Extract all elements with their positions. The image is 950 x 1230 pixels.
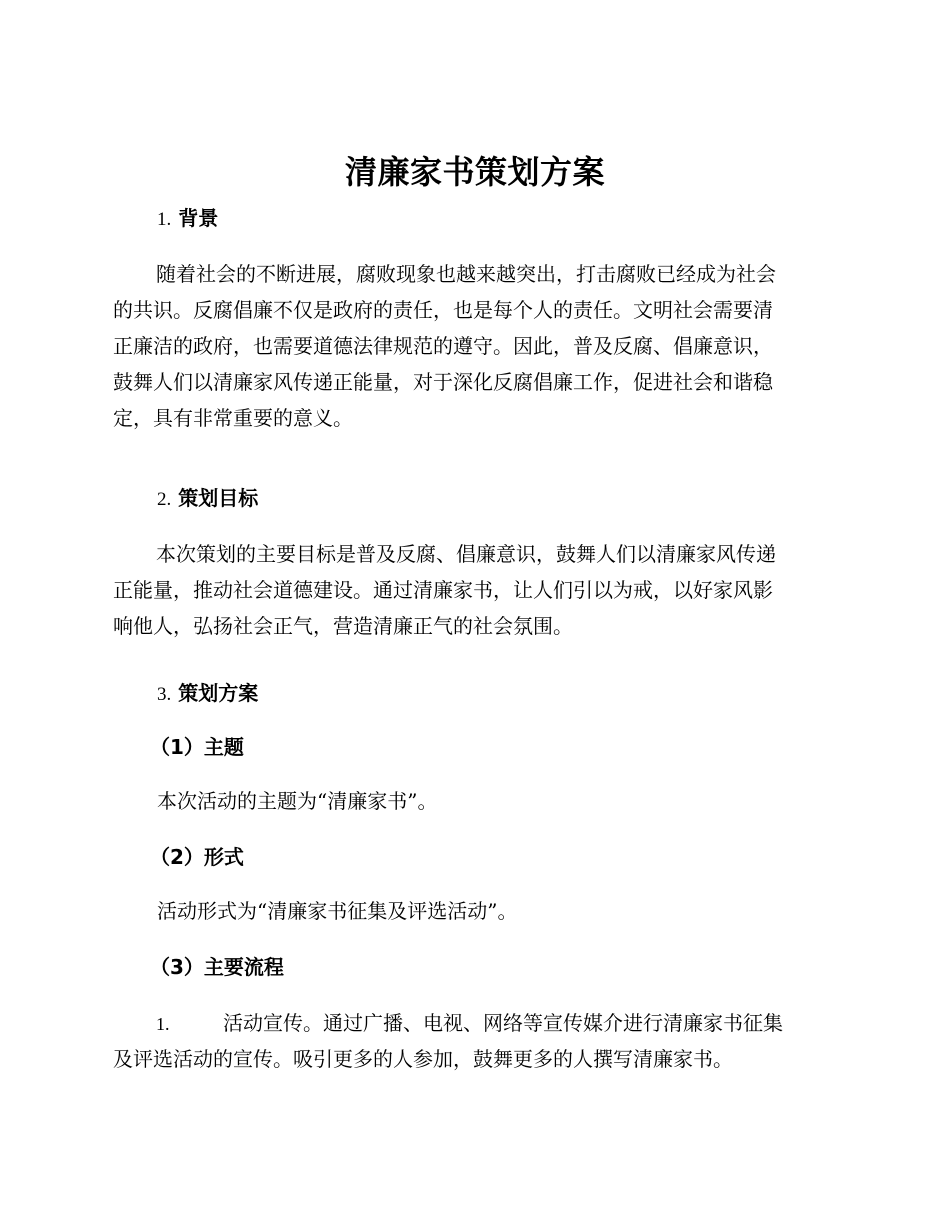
process-list-item xyxy=(113,1005,835,1077)
list-item-number: 1. xyxy=(156,1014,170,1034)
section-heading-goal xyxy=(157,483,258,515)
theme-heading: （1）主题 xyxy=(150,735,244,759)
section-heading-plan xyxy=(157,678,258,710)
section-heading-text: 背景 xyxy=(178,206,219,230)
form-text: 活动形式为“清廉家书征集及评选活动”。 xyxy=(157,899,518,923)
paragraph-line: 鼓舞人们以清廉家风传递正能量，对于深化反腐倡廉工作，促进社会和谐稳 xyxy=(113,370,773,394)
background-paragraph xyxy=(113,256,835,436)
paragraph-line: 定，具有非常重要的意义。 xyxy=(113,406,353,430)
paragraph-line: 的共识。反腐倡廉不仅是政府的责任，也是每个人的责任。文明社会需要清 xyxy=(113,298,773,322)
paragraph-line: 响他人，弘扬社会正气，营造清廉正气的社会氛围。 xyxy=(113,614,573,638)
goal-paragraph xyxy=(113,536,835,644)
form-heading: （2）形式 xyxy=(150,845,244,869)
section-number: 1. xyxy=(157,209,172,230)
list-item-text: 活动宣传。通过广播、电视、网络等宣传媒介进行清廉家书征集 xyxy=(223,1011,783,1035)
paragraph-line: 正能量，推动社会道德建设。通过清廉家书，让人们引以为戒，以好家风影 xyxy=(113,578,773,602)
paragraph-line: 随着社会的不断进展，腐败现象也越来越突出，打击腐败已经成为社会 xyxy=(156,262,776,286)
list-item-line: 及评选活动的宣传。吸引更多的人参加，鼓舞更多的人撰写清廉家书。 xyxy=(113,1047,733,1071)
theme-text: 本次活动的主题为“清廉家书”。 xyxy=(157,789,438,813)
section-heading-text: 策划方案 xyxy=(178,681,259,705)
section-number: 3. xyxy=(157,684,172,705)
section-number: 2. xyxy=(157,489,172,510)
section-heading-background xyxy=(157,203,218,235)
document-title: 清廉家书策划方案 xyxy=(344,153,605,191)
paragraph-line: 本次策划的主要目标是普及反腐、倡廉意识，鼓舞人们以清廉家风传递 xyxy=(156,542,776,566)
list-item-line xyxy=(113,1005,835,1041)
process-heading: （3）主要流程 xyxy=(150,955,284,979)
paragraph-line: 正廉洁的政府，也需要道德法律规范的遵守。因此，普及反腐、倡廉意识， xyxy=(113,334,773,358)
section-heading-text: 策划目标 xyxy=(178,486,259,510)
